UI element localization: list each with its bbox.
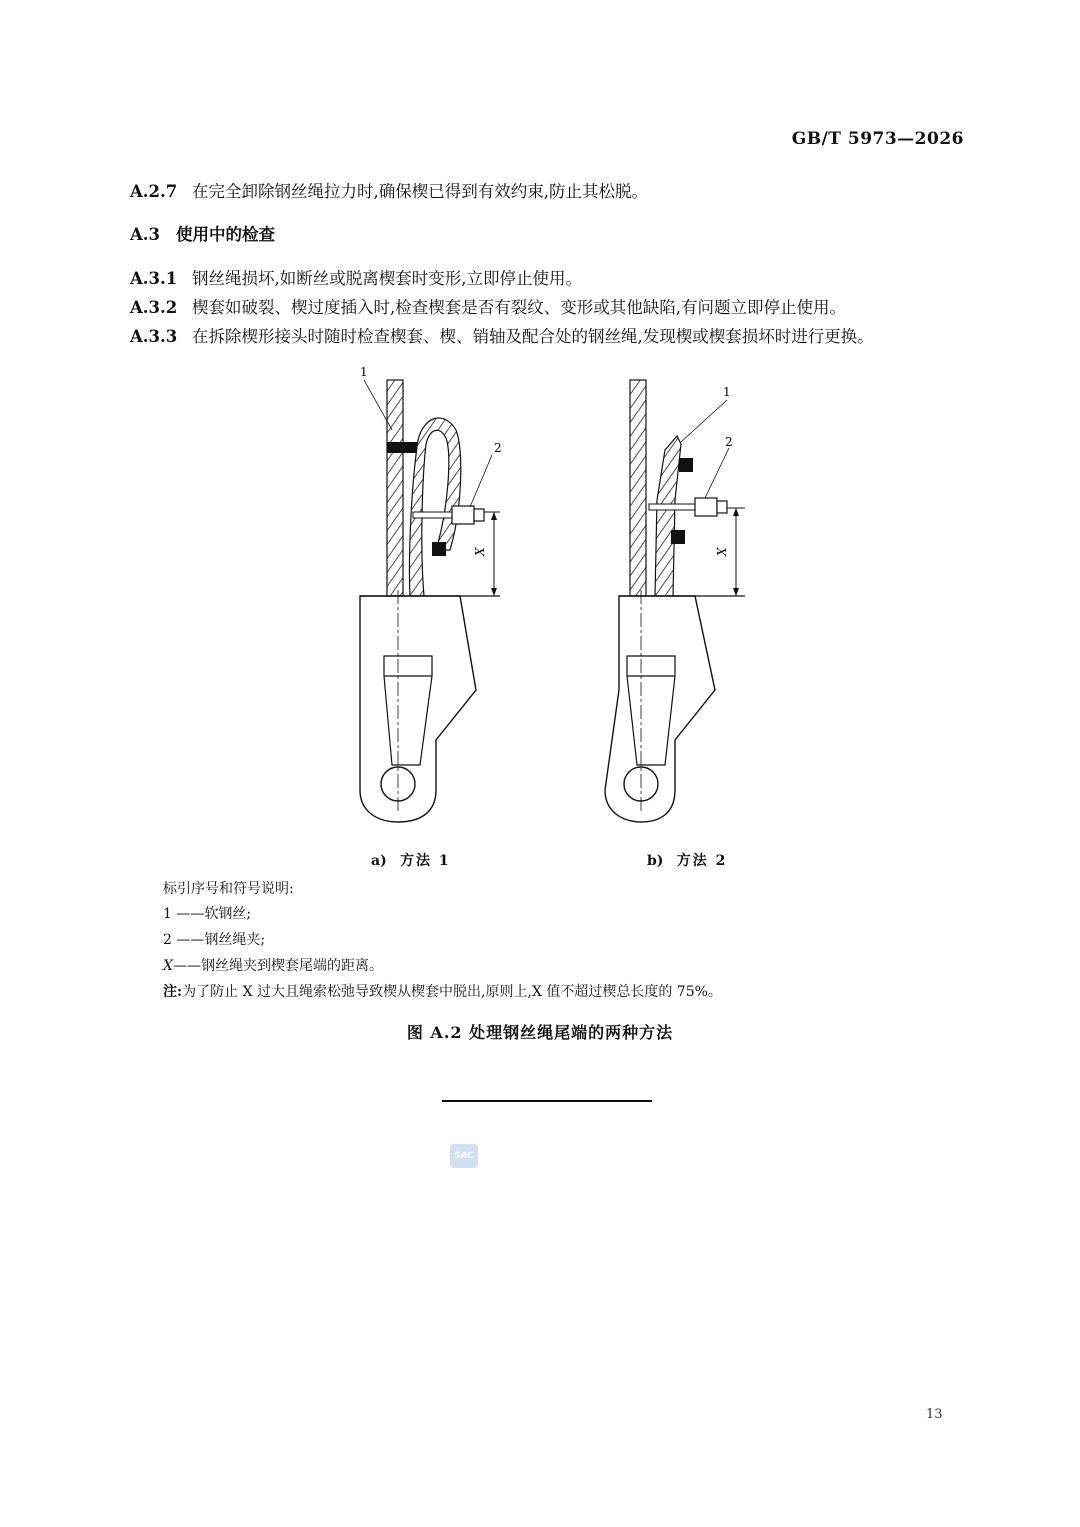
note-text: 为了防止 X 过大且绳索松弛导致楔从楔套中脱出,原则上,X 值不超过楔总长度的 75%。 <box>182 984 722 1000</box>
legend-separator: —— <box>172 958 201 974</box>
paragraph-text: 钢丝绳损坏,如断丝或脱离楔套时变形,立即停止使用。 <box>192 269 582 288</box>
subcaption-title: 方法 1 <box>400 853 451 869</box>
paragraph-a33 <box>130 323 874 347</box>
drawing-method-2 <box>605 380 745 822</box>
soft-wire-wrap-top <box>679 458 693 472</box>
soft-wire-wrap-bottom <box>671 530 685 544</box>
legend-key: 1 <box>163 906 172 922</box>
main-rope <box>630 380 646 596</box>
paragraph-a31 <box>130 265 582 289</box>
paragraph-number: A.3.3 <box>130 327 178 346</box>
figure-note <box>163 981 722 1001</box>
callout-x: X <box>473 547 487 556</box>
paragraph-number: A.2.7 <box>130 182 178 201</box>
page-number: 13 <box>926 1407 943 1422</box>
legend-separator: —— <box>176 906 205 922</box>
subcaption-a <box>371 850 451 870</box>
subcaption-label: a) <box>371 853 387 869</box>
callout-2: 2 <box>494 441 502 455</box>
callout-x: X <box>715 547 729 556</box>
paragraph-number: A.3.2 <box>130 298 178 317</box>
dimension-x-line <box>727 508 745 596</box>
legend-key: X <box>163 958 173 974</box>
legend-title: 标引序号和符号说明: <box>163 881 294 897</box>
drawing-method-1 <box>360 365 502 822</box>
legend-item <box>163 929 265 949</box>
rope-tail <box>655 436 681 596</box>
legend-text: 钢丝绳夹到楔套尾端的距离。 <box>200 958 383 974</box>
subcaption-b <box>647 850 727 870</box>
main-rope <box>387 380 403 596</box>
paragraph-text: 在拆除楔形接头时随时检查楔套、楔、销轴及配合处的钢丝绳,发现楔或楔套损坏时进行更换。 <box>192 327 874 346</box>
end-rule <box>442 1100 652 1102</box>
legend-item <box>163 955 383 975</box>
paragraph-text: 在完全卸除钢丝绳拉力时,确保楔已得到有效约束,防止其松脱。 <box>192 182 648 201</box>
legend-item <box>163 903 251 923</box>
legend-text: 钢丝绳夹; <box>204 932 266 948</box>
paragraph-text: 楔套如破裂、楔过度插入时,检查楔套是否有裂纹、变形或其他缺陷,有问题立即停止使用。 <box>192 298 846 317</box>
section-title: 使用中的检查 <box>176 225 275 244</box>
note-label: 注: <box>163 984 183 1000</box>
legend-text: 软钢丝; <box>204 906 252 922</box>
legend-key: 2 <box>163 932 172 948</box>
paragraph-a27 <box>130 178 648 202</box>
callout-2: 2 <box>725 435 733 449</box>
sac-watermark-logo: SAC <box>450 1144 478 1168</box>
subcaption-label: b) <box>647 853 664 869</box>
callout-1: 1 <box>360 365 368 379</box>
document-code: GB/T 5973—2026 <box>791 129 964 149</box>
tail-end-wrap <box>432 542 446 556</box>
paragraph-number: A.3.1 <box>130 269 178 288</box>
subcaption-title: 方法 2 <box>676 853 728 869</box>
legend-separator: —— <box>176 932 205 948</box>
section-heading <box>130 221 275 245</box>
section-number: A.3 <box>130 225 161 244</box>
figure-title: 图 A.2 处理钢丝绳尾端的两种方法 <box>406 1023 674 1042</box>
figure-drawing <box>340 360 760 840</box>
callout-1: 1 <box>723 385 731 399</box>
paragraph-a32 <box>130 294 846 318</box>
